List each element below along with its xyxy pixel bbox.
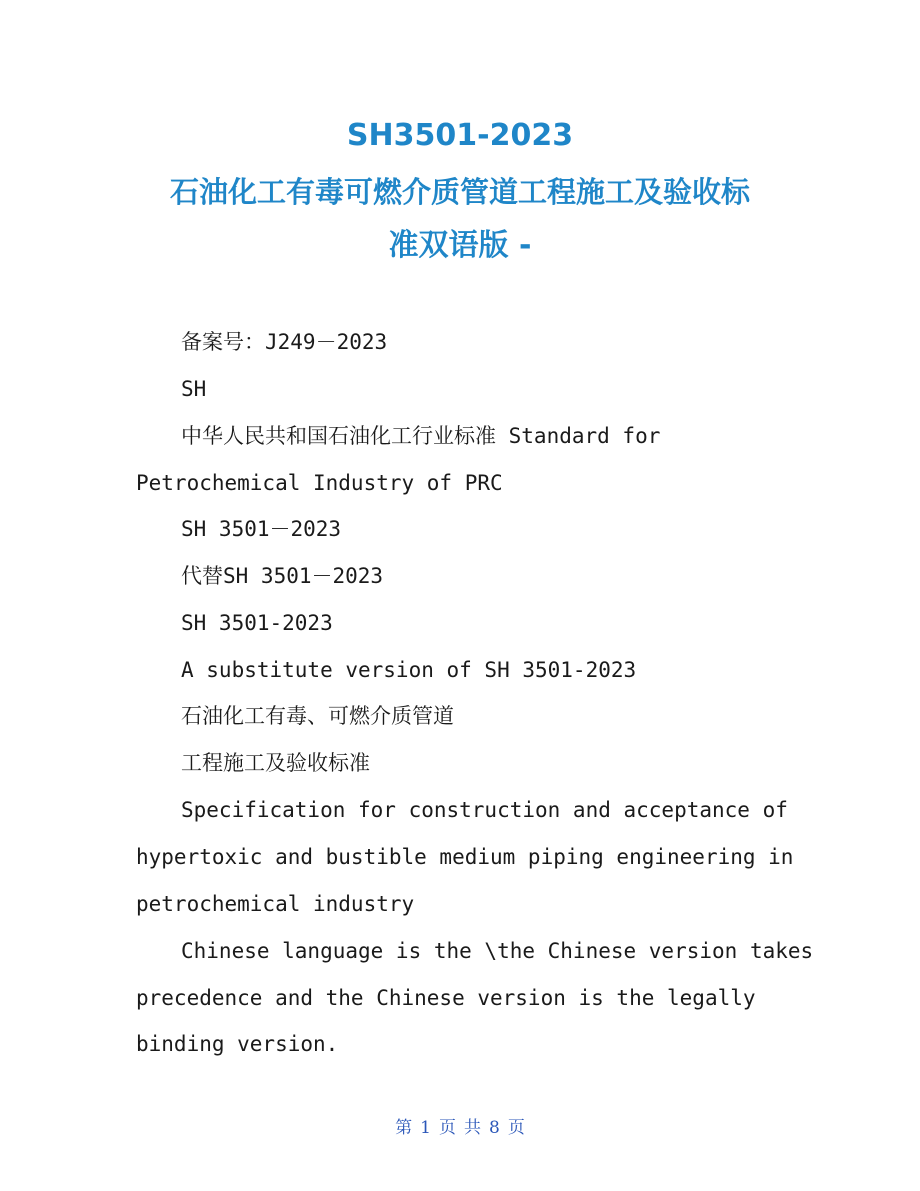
current-page-number: 1 xyxy=(420,1118,431,1138)
standard-prefix: SH xyxy=(181,377,207,401)
footer-label-page: 第 xyxy=(395,1118,413,1138)
cn-title-line-1: 石油化工有毒、可燃介质管道 xyxy=(181,704,454,728)
footer-label-ye-2: 页 xyxy=(507,1118,525,1138)
en-title-line-3: petrochemical industry xyxy=(136,892,415,916)
standard-number: SH 3501－2023 xyxy=(181,517,342,541)
standard-number-en: SH 3501-2023 xyxy=(181,611,333,635)
substitute-version: A substitute version of SH 3501-2023 xyxy=(181,658,637,682)
total-pages-number: 8 xyxy=(489,1118,500,1138)
document-title-line-3: 准双语版 - xyxy=(388,228,532,263)
standard-issuer-line-2: Petrochemical Industry of PRC xyxy=(136,471,503,495)
language-note-line-2: precedence and the Chinese version is the legally xyxy=(136,986,756,1010)
cn-title-line-2: 工程施工及验收标准 xyxy=(181,751,370,775)
en-title-line-2: hypertoxic and bustible medium piping engineering in xyxy=(136,845,794,869)
footer-label-total: 共 xyxy=(464,1118,481,1138)
replaces-standard: 代替SH 3501－2023 xyxy=(181,564,384,588)
document-title-line-2: 石油化工有毒可燃介质管道工程施工及验收标 xyxy=(169,175,750,209)
language-note-line-1: Chinese language is the \the Chinese version takes xyxy=(181,939,814,963)
filing-number: 备案号：J249－2023 xyxy=(181,330,388,354)
document-title-line-1: SH3501-2023 xyxy=(346,118,574,153)
standard-issuer-line-1: 中华人民共和国石油化工行业标准 Standard for xyxy=(181,424,661,448)
language-note-line-3: binding version. xyxy=(136,1032,339,1056)
footer-label-ye: 页 xyxy=(439,1118,456,1138)
page-footer xyxy=(0,1113,920,1138)
en-title-line-1: Specification for construction and acceptance of xyxy=(181,798,788,822)
